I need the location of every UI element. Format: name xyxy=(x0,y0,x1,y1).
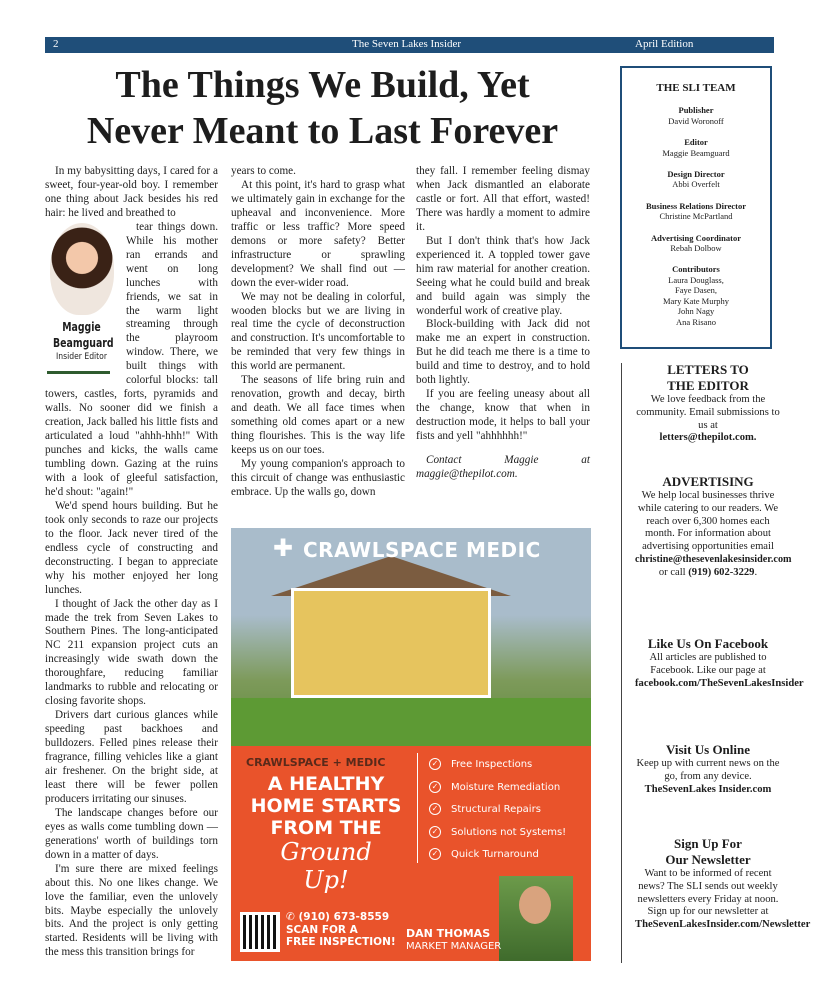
service-label: Moisture Remediation xyxy=(451,781,561,793)
service-label: Solutions not Systems! xyxy=(451,826,567,838)
paragraph: they fall. I remember feeling dismay when Jack dismantled an elaborate castle or fort. All that effort, wasted! There was hardly a moment to admire it. xyxy=(416,165,590,233)
paragraph: But I don't think that's how Jack experienced it. A toppled tower gave him raw material for another creation. Seeing what he could build and break and build again was simply the wonderful work of creative play. xyxy=(416,234,590,317)
lawn-image xyxy=(231,698,591,746)
team-role: Editor xyxy=(684,137,708,148)
ad-headline: A HEALTHY HOME STARTS FROM THE xyxy=(250,773,402,839)
newsletter-title xyxy=(635,836,781,868)
check-icon: ✓ xyxy=(429,826,441,838)
author-byline xyxy=(45,223,118,374)
paragraph: At this point, it's hard to grasp what we ultimately gain in exchange for the upheaval and inconvenience. More traffic or less traffic? More speed demons or more safety? Better infrastructure or sprawling development? We shall find out — down the ever-wider road. xyxy=(231,178,405,289)
advertising-call-text: or call xyxy=(658,566,686,578)
check-icon: ✓ xyxy=(429,781,441,793)
page-number: 2 xyxy=(53,38,59,50)
letters-title-1: LETTERS TO xyxy=(667,362,749,377)
facebook-link[interactable]: facebook.com/TheSevenLakesInsider xyxy=(635,677,804,689)
advertising-title: ADVERTISING xyxy=(662,474,754,489)
ad-script-tagline: Ground Up! xyxy=(280,838,372,894)
service-label: Free Inspections xyxy=(451,759,533,770)
author-last-name: Beamguard xyxy=(53,335,114,350)
team-name: Maggie Beamguard xyxy=(662,147,730,158)
crawlspace-medic-ad[interactable] xyxy=(231,528,591,961)
team-role: Publisher xyxy=(678,105,714,116)
newsletter-title-1: Sign Up For xyxy=(674,836,742,851)
service-label: Quick Turnaround xyxy=(451,849,539,860)
qr-code-icon[interactable] xyxy=(240,912,280,952)
phone-icon: ✆ xyxy=(286,911,299,923)
author-contact: Contact Maggie at maggie@thepilot.com. xyxy=(416,454,590,481)
paragraph: The seasons of life bring ruin and renovation, growth and decay, birth and death. We all face times when something old comes apart or a new thing flourishes. This is the way life keeps us on our toes. xyxy=(231,374,405,457)
team-name: Rebah Dolbow xyxy=(670,243,722,254)
paragraph: tear things down. While his mother ran errands and went on long lunches with friends, we sat in the warm light streaming through the playroom window. There, we built things with colorful blocks: tall towers, castles, forts, pyramids and walls. No sooner did we finish a creation, Jack balled his little fists and articulated a loud "ahhh-hhh!" With punches and kicks, the walls came tumbling down. Gazing at the ruins with a look of gleeful satisfaction, he'd shout: "again!" xyxy=(45,220,218,498)
contributor-name: Faye Dasen, xyxy=(674,285,717,296)
advertising-section xyxy=(635,474,792,580)
paragraph: My young companion's approach to this circuit of change was enthusiastic embrace. Up the walls go, down xyxy=(231,458,405,498)
article-column-1 xyxy=(45,165,218,960)
letters-title xyxy=(635,362,781,394)
website-section xyxy=(635,742,781,796)
paragraph: We'd spend hours building. But he took only seconds to raze our projects to the floor. Jack never tired of the endless cycle of constructing and deconstructing. I began to appreciate why his mother enjoyed her long lunches. xyxy=(45,499,218,596)
rep-name: DAN THOMAS xyxy=(406,927,491,940)
team-title: THE SLI TEAM xyxy=(656,82,736,94)
title-line-2: Never Meant to Last Forever xyxy=(86,110,559,152)
medic-cross-icon: ✚ xyxy=(273,536,294,562)
paragraph: years to come. xyxy=(231,165,296,177)
advertising-body: We help local businesses thrive while catering to our readers. We reach over 6,300 homes each month. For information about advertising opportunities email xyxy=(637,490,779,553)
team-role: Design Director xyxy=(667,169,725,180)
website-link[interactable]: TheSevenLakes Insider.com xyxy=(644,783,772,795)
letters-email-link[interactable]: letters@thepilot.com. xyxy=(659,432,757,444)
website-title: Visit Us Online xyxy=(665,742,751,757)
letters-section xyxy=(635,362,781,445)
team-role: Advertising Coordinator xyxy=(651,232,741,243)
rep-title: MARKET MANAGER xyxy=(406,941,502,952)
service-item xyxy=(429,781,566,804)
paragraph: Block-building with Jack did not make me an expert in construction. But he did teach me there is a time to build and time to destroy, and to hold both lightly. xyxy=(416,318,590,387)
facebook-body: All articles are published to Facebook. Like our page at xyxy=(649,652,767,676)
team-role: Business Relations Director xyxy=(646,200,746,211)
cta-line-1: SCAN FOR A xyxy=(286,923,358,936)
ad-sub-brand: CRAWLSPACE + MEDIC xyxy=(246,756,386,769)
cta-line-2: FREE INSPECTION! xyxy=(286,936,396,948)
byline-rule xyxy=(47,371,110,374)
contributor-name: Laura Douglass, xyxy=(668,274,724,285)
sidebar-divider xyxy=(621,363,622,963)
ad-divider xyxy=(417,753,418,863)
check-icon: ✓ xyxy=(429,803,441,815)
service-item xyxy=(429,826,566,849)
paragraph: We may not be dealing in colorful, wooden blocks but we are living in real time the cycle of deconstruction and construction. It's uncomfortable to be reminded that very few things in this world are permanent. xyxy=(231,290,405,373)
paragraph: The landscape changes before our eyes as walls come tumbling down — generations' worth of buildings torn down in a matter of days. xyxy=(45,806,218,861)
team-entry xyxy=(622,137,770,158)
team-entry xyxy=(622,169,770,190)
contributors-label: Contributors xyxy=(672,264,720,275)
ad-brand: CRAWLSPACE MEDIC xyxy=(303,538,541,562)
ad-rep-info xyxy=(406,928,501,953)
letters-body: We love feedback from the community. Email submissions to us at xyxy=(636,394,780,431)
check-icon: ✓ xyxy=(429,758,441,770)
advertising-phone: (919) 602-3229 xyxy=(688,566,755,578)
facebook-title: Like Us On Facebook xyxy=(647,636,769,651)
paragraph: I'm sure there are mixed feelings about this. No one likes change. We love the familiar, even the unlovely bits. Maybe especially the unlovely bits. And the project is only getting started. Residents will be living with the mess this transition brings for xyxy=(45,862,218,959)
service-item xyxy=(429,803,566,826)
service-label: Structural Repairs xyxy=(451,804,541,815)
ad-phone-cta[interactable] xyxy=(286,911,396,949)
title-line-1: The Things We Build, Yet xyxy=(115,64,530,106)
contributor-name: John Nagy xyxy=(677,306,715,317)
ad-phone-number: (910) 673-8559 xyxy=(298,911,390,923)
team-name: David Woronoff xyxy=(668,115,724,126)
publication-name: The Seven Lakes Insider xyxy=(352,38,462,50)
article-title xyxy=(45,62,600,154)
edition-label: April Edition xyxy=(635,38,694,50)
paragraph: Drivers dart curious glances while speeding past backhoes and bulldozers. Felled pines release their fragrance, filling vehicles like a giant air freshener. On the bright side, at least there will be fewer pollen producers irritating our sinuses. xyxy=(45,709,218,805)
author-role: Insider Editor xyxy=(56,351,107,362)
newsletter-section xyxy=(635,836,811,932)
house-image xyxy=(291,588,491,698)
team-entry xyxy=(622,233,770,254)
team-entry xyxy=(622,105,770,126)
ad-service-list xyxy=(429,758,566,871)
contributor-name: Mary Kate Murphy xyxy=(662,295,730,306)
team-name: Abbi Overfelt xyxy=(672,179,720,190)
sli-team-box xyxy=(620,66,772,349)
paragraph: If you are feeling uneasy about all the change, know that when in destruction mode, it helps to ball your fists and yell "ahhhhhh!" xyxy=(416,388,590,443)
check-icon: ✓ xyxy=(429,848,441,860)
team-entry xyxy=(622,201,770,222)
facebook-section xyxy=(635,636,804,690)
intro-paragraph: In my babysitting days, I cared for a sweet, four-year-old boy. I remember one thing about Jack besides his red hair: he lived and breathed to xyxy=(45,165,218,219)
author-name xyxy=(53,319,114,351)
newsletter-title-2: Our Newsletter xyxy=(665,852,751,867)
contributors xyxy=(622,264,770,326)
article-column-3 xyxy=(416,165,590,482)
newsletter-body: Want to be informed of recent news? The SLI sends out weekly newsletters every Friday at noon. Sign up for our newsletter at xyxy=(637,868,779,918)
service-item xyxy=(429,848,566,871)
author-first-name: Maggie xyxy=(62,319,101,334)
header-bar xyxy=(45,37,774,53)
advertising-phone-line: or call (919) 602-3229. xyxy=(658,566,758,578)
rep-photo xyxy=(499,876,573,961)
service-item xyxy=(429,758,566,781)
team-name: Christine McPartland xyxy=(659,211,733,222)
article-column-2 xyxy=(231,165,405,500)
contributor-name: Ana Risano xyxy=(676,316,716,327)
newsletter-link[interactable]: TheSevenLakesInsider.com/Newsletter xyxy=(635,919,811,931)
website-body: Keep up with current news on the go, from any device. xyxy=(636,758,780,782)
advertising-email-link[interactable]: christine@thesevenlakesinsider.com xyxy=(635,553,792,565)
paragraph: I thought of Jack the other day as I made the trek from Seven Lakes to Southern Pines. The long-anticipated NC 211 expansion project cuts an increasingly wide swath down the thoroughfare, reducing familiar landmarks to rubble and relocating or closing favorite shops. xyxy=(45,597,218,708)
author-photo xyxy=(50,223,114,315)
letters-title-2: THE EDITOR xyxy=(667,378,749,393)
